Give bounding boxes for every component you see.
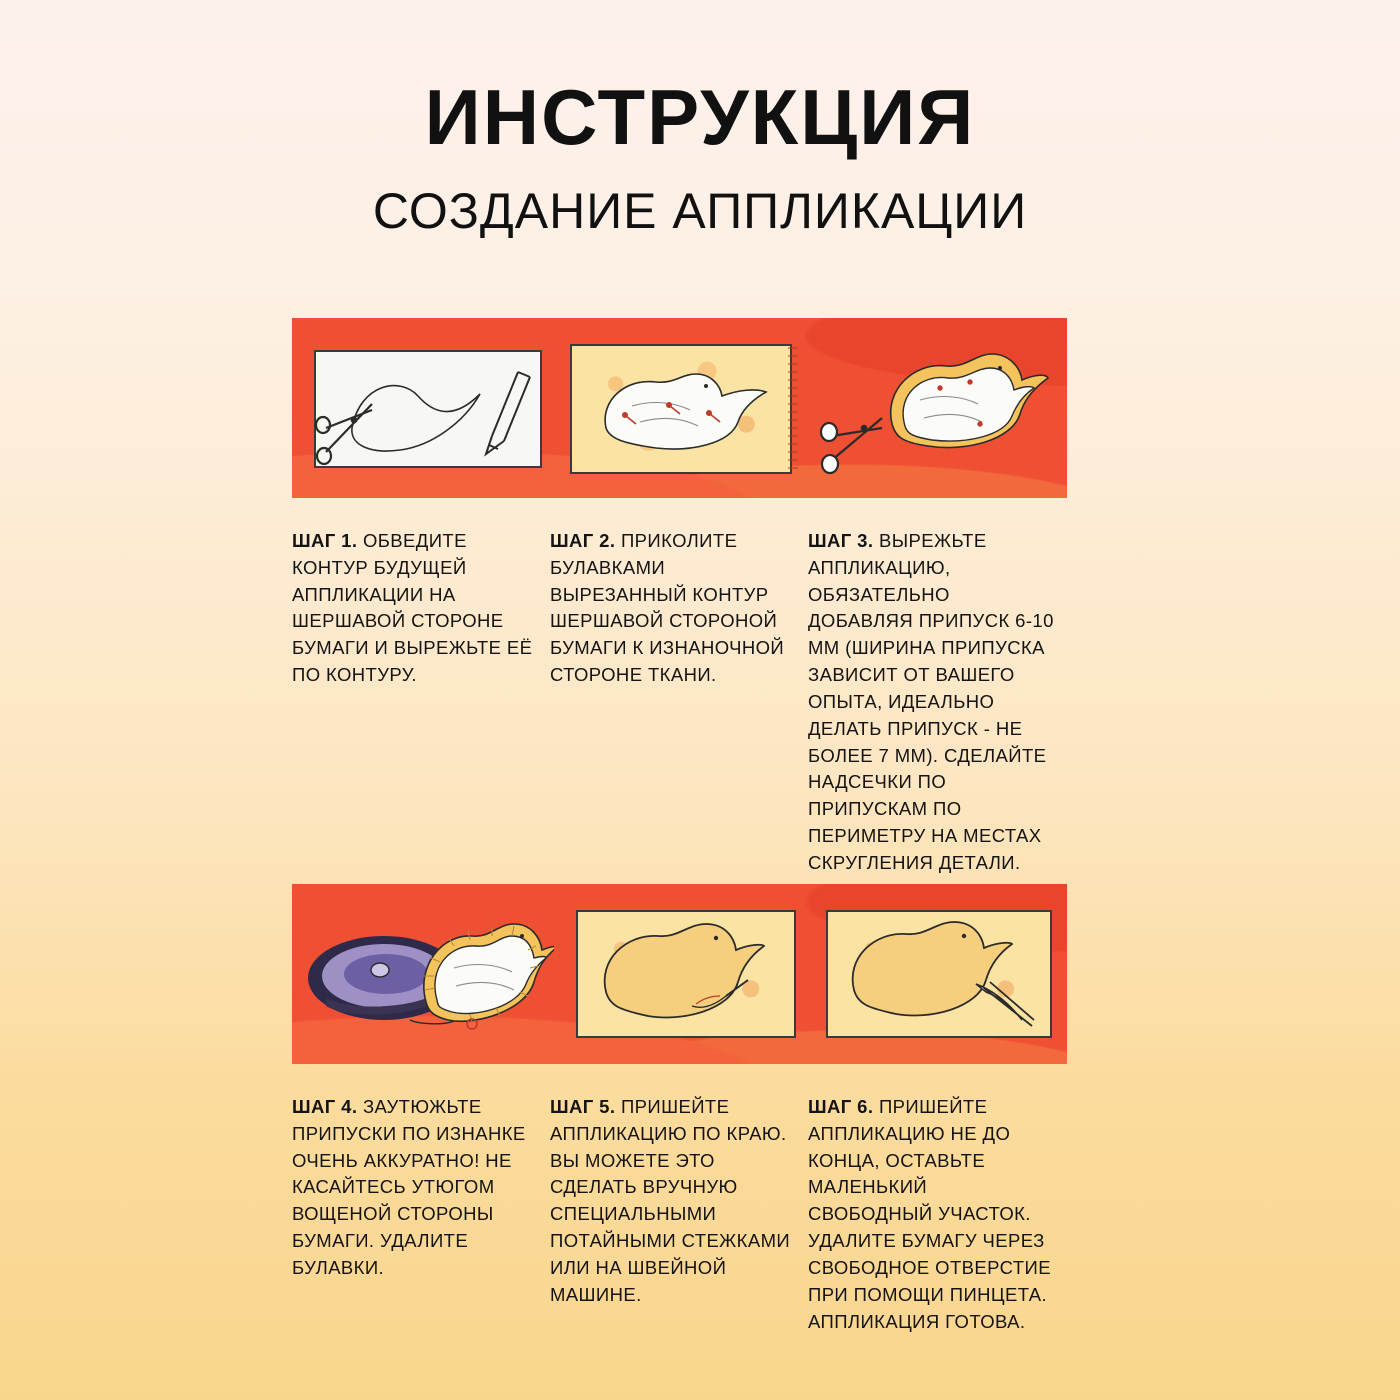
page-subtitle: СОЗДАНИЕ АППЛИКАЦИИ	[372, 183, 1028, 239]
illustration-step-4	[306, 910, 554, 1038]
step-label-5: ШАГ 5.	[550, 1096, 616, 1117]
caption-step-2	[550, 528, 808, 877]
caption-step-5	[550, 1094, 808, 1335]
scissors-pencil-outline-drawing	[314, 350, 542, 468]
fabric-frayed-edge	[788, 344, 800, 474]
step-text-1: ОБВЕДИТЕ КОНТУР БУДУЩЕЙ АППЛИКАЦИИ НА ШЕРШАВОЙ СТОРОНЕ БУМАГИ И ВЫРЕЖЬТЕ ЕЁ ПО КОНТУРУ.	[292, 530, 533, 686]
step-text-4: ЗАУТЮЖЬТЕ ПРИПУСКИ ПО ИЗНАНКЕ ОЧЕНЬ АККУРАТНО! НЕ КАСАЙТЕСЬ УТЮГОМ ВОЩЕНОЙ СТОРОНЫ БУМАГИ. УДАЛИТЕ БУЛАВКИ.	[292, 1096, 526, 1278]
illustration-step-5	[576, 910, 796, 1038]
illustration-step-6	[826, 910, 1052, 1038]
illustration-step-1	[314, 344, 542, 472]
paper-bird-with-pins	[570, 344, 792, 474]
step-text-3: ВЫРЕЖЬТЕ АППЛИКАЦИЮ, ОБЯЗАТЕЛЬНО ДОБАВЛЯЯ ПРИПУСК 6-10 ММ (ШИРИНА ПРИПУСКА ЗАВИСИТ ОТ ВАШЕГО ОПЫТА, ИДЕАЛЬНО ДЕЛАТЬ ПРИПУСК - НЕ БОЛЕЕ 7 ММ). СДЕЛАЙТЕ НАДСЕЧКИ ПО ПРИПУСКАМ ПО ПЕРИМЕТРУ НА МЕСТАХ СКРУГЛЕНИЯ ДЕТАЛИ.	[808, 530, 1054, 873]
step-text-2: ПРИКОЛИТЕ БУЛАВКАМИ ВЫРЕЗАННЫЙ КОНТУР ШЕРШАВОЙ СТОРОНОЙ БУМАГИ К ИЗНАНОЧНОЙ СТОРОНЕ ТКАНИ.	[550, 530, 785, 686]
tweezers-removing-paper	[826, 910, 1052, 1038]
step-label-3: ШАГ 3.	[808, 530, 874, 551]
caption-step-1	[292, 528, 550, 877]
scissors-cutting-bird	[820, 338, 1050, 482]
illustration-step-3	[820, 344, 1050, 472]
caption-step-6	[808, 1094, 1066, 1335]
step-label-1: ШАГ 1.	[292, 530, 358, 551]
step-label-4: ШАГ 4.	[292, 1096, 358, 1117]
caption-step-4	[292, 1094, 550, 1335]
step-label-2: ШАГ 2.	[550, 530, 616, 551]
iron-pressing-bird	[306, 906, 554, 1048]
captions-row-top	[292, 528, 1082, 877]
step-text-6: ПРИШЕЙТЕ АППЛИКАЦИЮ НЕ ДО КОНЦА, ОСТАВЬТЕ МАЛЕНЬКИЙ СВОБОДНЫЙ УЧАСТОК. УДАЛИТЕ БУМАГУ ЧЕРЕЗ СВОБОДНОЕ ОТВЕРСТИЕ ПРИ ПОМОЩИ ПИНЦЕТА. АППЛИКАЦИЯ ГОТОВА.	[808, 1096, 1051, 1332]
captions-row-bottom	[292, 1094, 1082, 1335]
needle-sewing-applique	[576, 910, 796, 1038]
step-text-5: ПРИШЕЙТЕ АППЛИКАЦИЮ ПО КРАЮ. ВЫ МОЖЕТЕ ЭТО СДЕЛАТЬ ВРУЧНУЮ СПЕЦИАЛЬНЫМИ ПОТАЙНЫМИ СТЕЖКАМИ ИЛИ НА ШВЕЙНОЙ МАШИНЕ.	[550, 1096, 791, 1305]
illustration-strip-bottom	[292, 884, 1067, 1064]
illustration-strip-top	[292, 318, 1067, 498]
illustration-step-2	[570, 344, 792, 472]
caption-step-3	[808, 528, 1066, 877]
step-label-6: ШАГ 6.	[808, 1096, 874, 1117]
page-title: ИНСТРУКЦИЯ	[424, 73, 976, 161]
